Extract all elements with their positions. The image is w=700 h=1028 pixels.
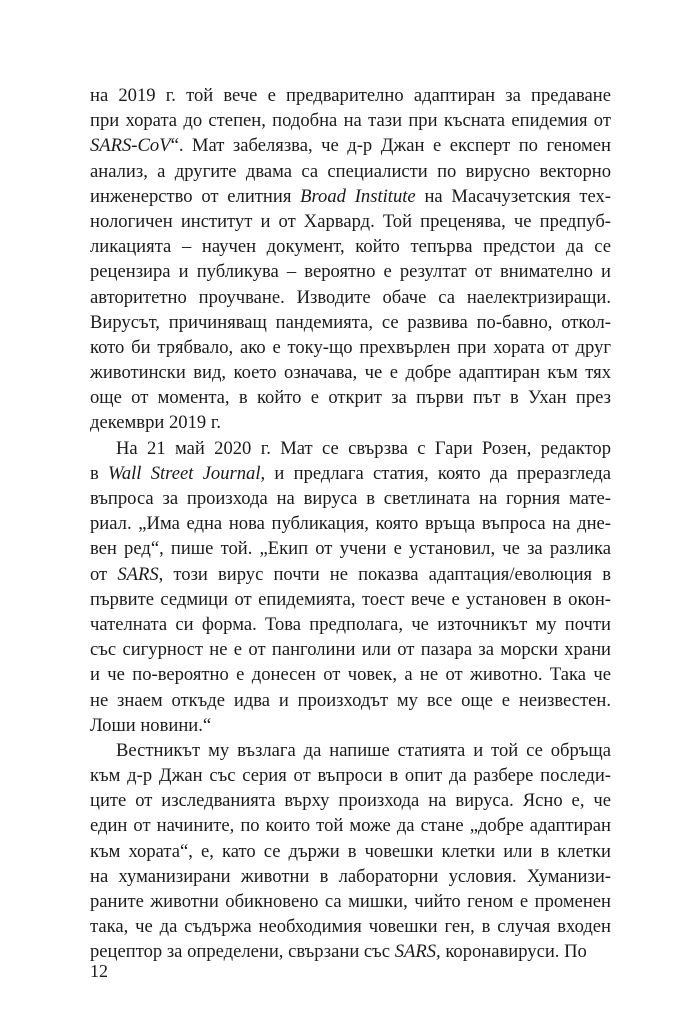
- text-run: не знаем откъде идва и произходът му все още е неизвестен.: [90, 689, 611, 711]
- italic-text: Broad Institute: [300, 185, 416, 207]
- text-line: [90, 813, 611, 838]
- text-run: още от момента, в който е открит за първи път в Ухан през: [90, 387, 611, 409]
- text-run: анализ, а другите двама са специалисти по вирусно векторно: [90, 160, 611, 182]
- text-run: ците от изследванията върху произхода на вируса. Ясно е, че: [90, 790, 611, 812]
- text-run: при хората до степен, подобна на тази при късната епидемия от: [90, 110, 611, 132]
- text-run: декември 2019 г.: [90, 412, 221, 434]
- text-line: [90, 83, 611, 108]
- text-run: , този вирус почти не показва адаптация/еволюция в: [158, 563, 611, 585]
- text-run: чателната си форма. Това предполага, че източникът му почти: [90, 613, 611, 635]
- text-line: [90, 184, 611, 209]
- text-run: животински вид, което означава, че е добре адаптиран към тях: [90, 362, 611, 384]
- text-run: ликацията – научен документ, който тепърва предстои да се: [90, 236, 611, 258]
- text-run: на Масачузетския тех-: [415, 185, 611, 207]
- text-run: Лоши новини.“: [90, 714, 212, 736]
- paragraph: [90, 738, 611, 965]
- text-run: риал. „Има една нова публикация, която връща въпроса на дне-: [90, 513, 611, 535]
- text-run: със сигурност не е от панголини или от пазара за морски храни: [90, 639, 611, 661]
- text-run: раните животни обикновено са мишки, чийто геном е променен: [90, 891, 611, 912]
- text-line: [90, 939, 611, 964]
- text-line: [90, 637, 611, 662]
- text-run: коронавируси. По: [440, 941, 587, 963]
- text-run: вен ред“, пише той. „Екип от учени е установил, че за разлика: [90, 538, 611, 560]
- text-line: [90, 839, 611, 864]
- text-run: и че по-вероятно е донесен от човек, а не от животно. Така че: [90, 664, 611, 686]
- text-run: от: [90, 563, 118, 585]
- page-body: [90, 83, 611, 965]
- text-run: рецензира и публикува – вероятно е резултат от внимателно и: [90, 261, 611, 283]
- text-run: така, че да съдържа необходимия човешки ген, в случая входен: [90, 916, 611, 938]
- italic-text: Wall Street Journal: [108, 462, 261, 484]
- text-line: [90, 587, 611, 612]
- text-run: на хуманизирани животни в лабораторни условия. Хуманизи-: [90, 865, 611, 887]
- text-line: [90, 108, 611, 133]
- text-line: [90, 234, 611, 259]
- text-run: “. Мат забелязва, че д-р Джан е експерт по геномен: [170, 135, 611, 157]
- text-run: въпроса за произхода на вируса в светлината на горния мате-: [90, 488, 611, 509]
- paragraph: [90, 436, 611, 738]
- text-line: [90, 662, 611, 687]
- italic-text: SARS-CoV: [90, 135, 171, 157]
- text-line: [90, 864, 611, 889]
- text-run: в: [90, 462, 109, 484]
- text-line: [90, 133, 611, 158]
- text-line: [90, 738, 611, 763]
- text-line: [90, 612, 611, 637]
- text-run: към д-р Джан със серия от въпроси в опит да разбере последи-: [90, 765, 611, 787]
- text-line: [90, 461, 611, 486]
- text-line: [90, 360, 611, 385]
- text-line: [90, 536, 611, 561]
- text-line: [90, 914, 611, 939]
- text-line: [90, 310, 611, 335]
- text-line: [90, 763, 611, 788]
- text-run: към хората“, е, като се държи в човешки клетки или в клетки: [90, 840, 611, 862]
- text-line: [90, 511, 611, 536]
- text-line: [90, 385, 611, 410]
- text-run: , и предлага статия, която да преразгледа: [260, 462, 611, 484]
- text-line: [90, 788, 611, 813]
- text-line: [90, 285, 611, 310]
- text-line: [90, 688, 611, 713]
- text-line: [90, 209, 611, 234]
- page-number: 12: [90, 961, 108, 981]
- text-run: авторитетно проучване. Изводите обаче са наелектризиращи.: [90, 286, 611, 308]
- text-run: един от начините, по които той може да стане „добре адаптиран: [90, 815, 611, 837]
- text-line: [90, 259, 611, 284]
- text-run: на 2019 г. той вече е предварително адаптиран за предаване: [90, 85, 611, 106]
- text-run: рецептор за определени, свързани със: [90, 941, 395, 963]
- text-run: Вестникът му възлага да напише статията и той се обръща: [116, 739, 611, 761]
- text-line: [90, 410, 611, 435]
- text-line: [90, 335, 611, 360]
- text-run: На 21 май 2020 г. Мат се свързва с Гари Розен, редактор: [116, 437, 611, 459]
- text-line: [90, 713, 611, 738]
- italic-text: SARS,: [394, 941, 441, 963]
- text-line: [90, 159, 611, 184]
- text-run: инженерство от елитния: [90, 185, 301, 207]
- paragraph: [90, 83, 611, 436]
- text-line: [90, 562, 611, 587]
- text-line: [90, 889, 611, 914]
- text-run: кото би трябвало, ако е току-що прехвърлен при хората от друг: [90, 336, 611, 358]
- italic-text: SARS: [117, 563, 159, 585]
- text-run: първите седмици от епидемията, тоест вече е установен в окон-: [90, 588, 611, 610]
- text-run: Вирусът, причиняващ пандемията, се развива по-бавно, откол-: [90, 311, 611, 333]
- text-run: нологичен институт и от Харвард. Той преценява, че предпуб-: [90, 210, 611, 232]
- text-line: [90, 486, 611, 511]
- text-line: [90, 436, 611, 461]
